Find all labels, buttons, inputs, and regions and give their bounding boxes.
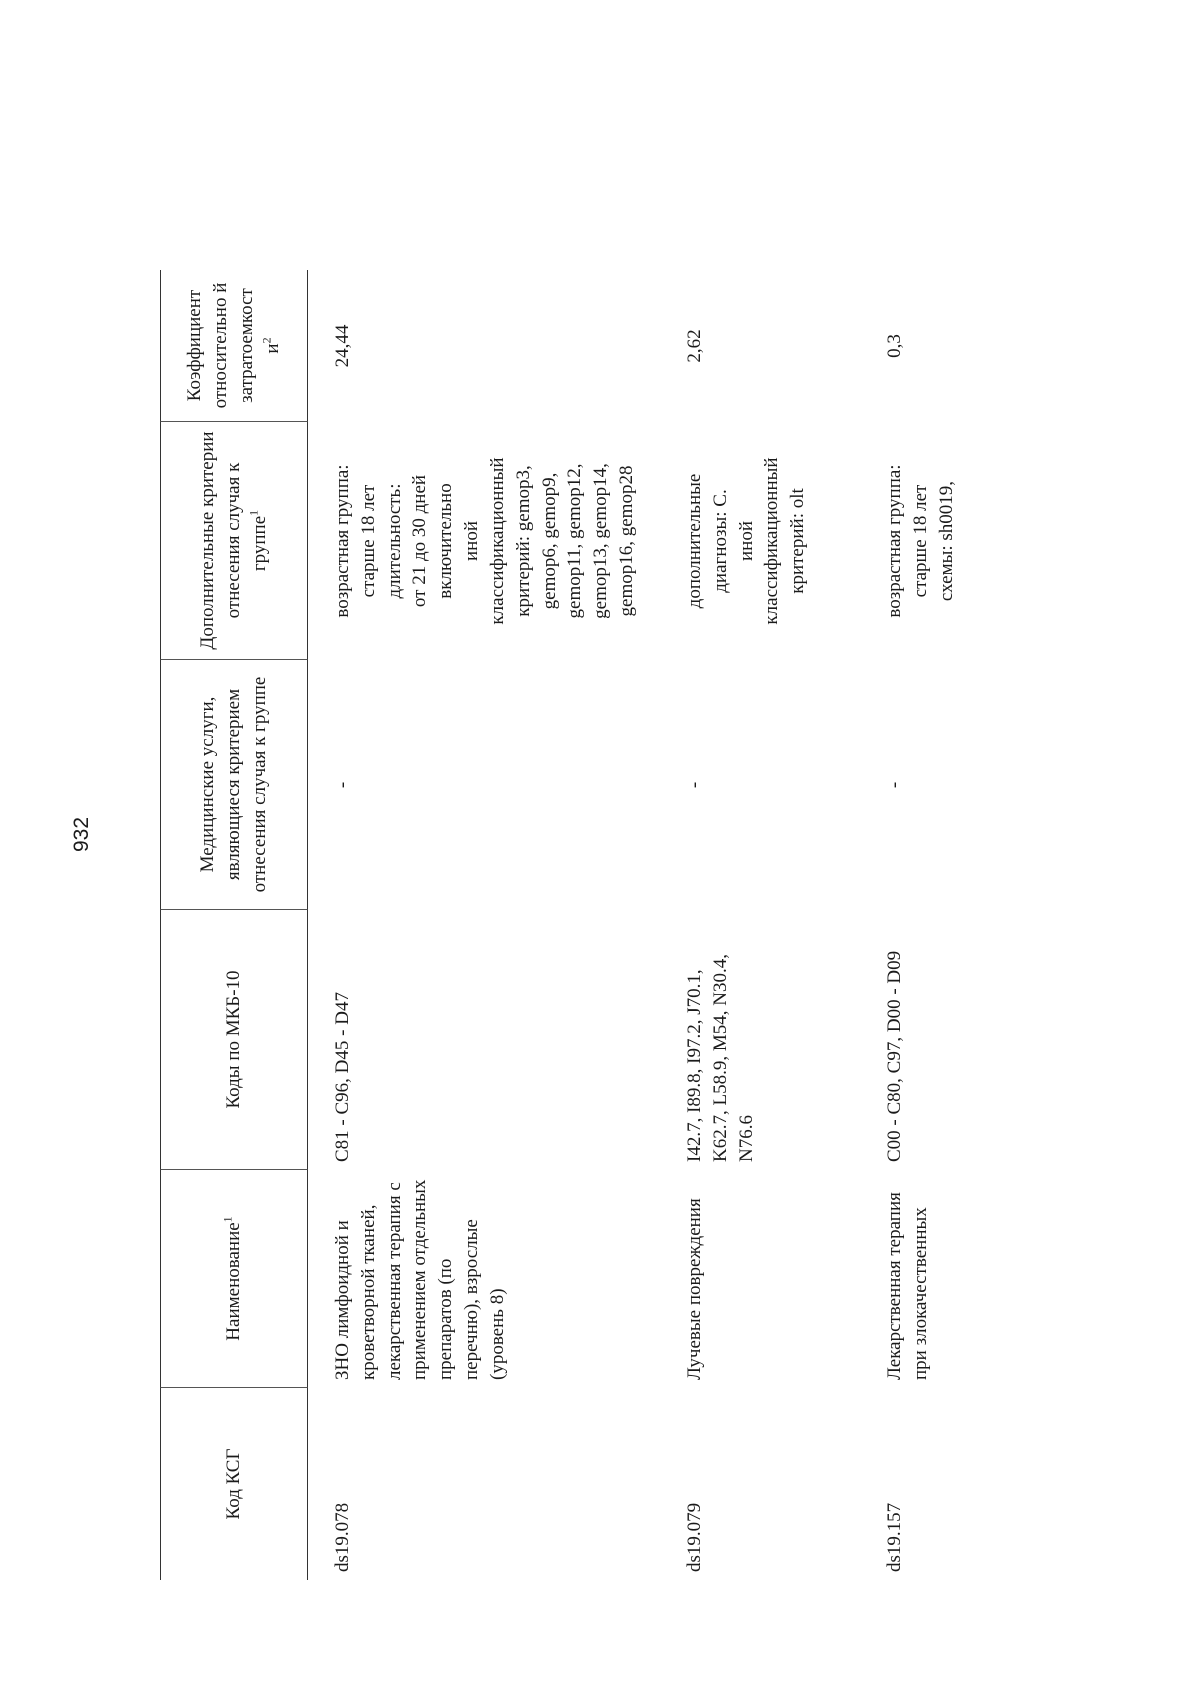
header-services-text: Медицинские услуги, являющиеся критерием отнесения случая к группе — [197, 676, 270, 893]
row1-services: - — [332, 781, 353, 789]
row3-name: Лекарственная терапия при злокачественных — [884, 1192, 931, 1380]
ksg-table — [160, 120, 1200, 1580]
header-code — [160, 1388, 308, 1580]
header-criteria — [160, 422, 308, 660]
row3-services: - — [884, 781, 905, 789]
row2-services: - — [684, 781, 705, 789]
row2-coef: 2,62 — [684, 329, 705, 363]
header-name-footnote: 1 — [220, 1216, 235, 1223]
header-services — [160, 660, 308, 910]
row2-name: Лучевые повреждения — [684, 1198, 705, 1380]
header-code-text: Код КСГ — [223, 1448, 245, 1520]
row3-criteria: возрастная группа: старше 18 лет схемы: sh0019, — [884, 464, 957, 618]
row3-code: ds19.157 — [884, 1502, 905, 1572]
row1-icd: C81 - C96, D45 - D47 — [332, 992, 353, 1162]
row1-criteria: возрастная группа: старше 18 лет длительность: от 21 до 30 дней включительно иной классификационный критерий: gemop3, gemop6, gemop9, gemop11, gemop12, gemop13, gemop14, gemop16, gemop28 — [332, 457, 638, 625]
header-coef — [160, 270, 308, 422]
header-criteria-text: Дополнительные критерии отнесения случая к группе — [197, 431, 270, 650]
row1-name: ЗНО лимфоидной и кроветворной тканей, лекарственная терапия с применением отдельных препаратов (по перечню), взрослые (уровень 8) — [332, 1179, 508, 1380]
row2-code: ds19.079 — [684, 1502, 705, 1572]
header-criteria-footnote: 1 — [246, 509, 261, 516]
header-coef-footnote: 2 — [259, 337, 274, 344]
table-grid — [160, 120, 1110, 1580]
header-name — [160, 1170, 308, 1388]
page-number: 932 — [70, 816, 93, 852]
header-name-text: Наименование — [223, 1222, 245, 1341]
row2-icd: I42.7, I89.8, I97.2, J70.1, K62.7, L58.9, M54, N30.4, N76.6 — [684, 954, 757, 1162]
header-icd — [160, 910, 308, 1170]
header-icd-text: Коды по МКБ-10 — [223, 970, 245, 1109]
row3-icd: C00 - C80, C97, D00 - D09 — [884, 950, 905, 1162]
row1-code: ds19.078 — [332, 1502, 353, 1572]
row2-criteria: дополнительные диагнозы: C. иной классификационный критерий: olt — [684, 457, 809, 625]
header-coef-text: Коэффициент относительно й затратоемкост и — [184, 282, 283, 409]
row1-coef: 24,44 — [332, 324, 353, 368]
row3-coef: 0,3 — [884, 334, 905, 358]
